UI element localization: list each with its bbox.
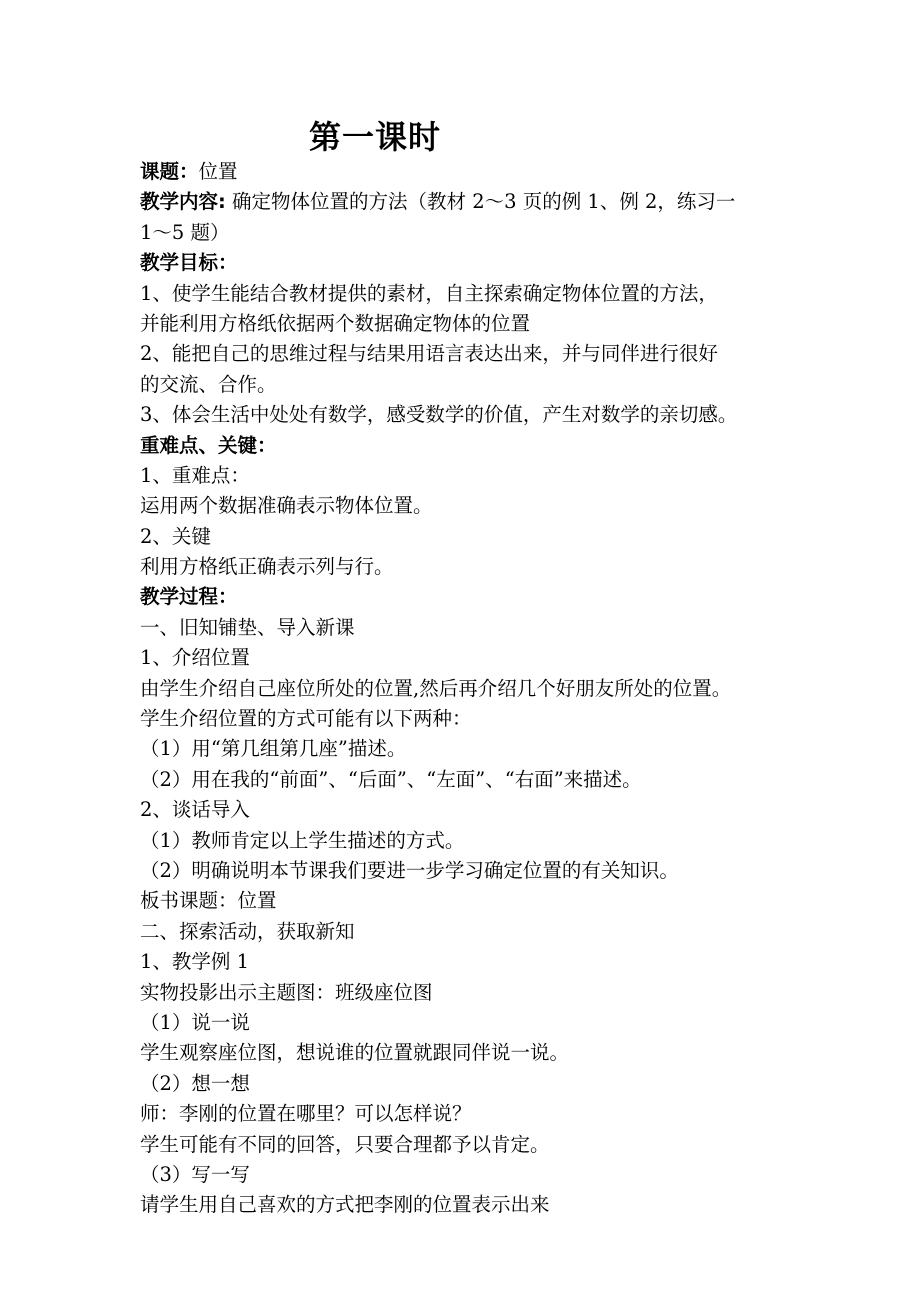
objective-line: 并能利用方格纸依据两个数据确定物体的位置 bbox=[140, 311, 531, 335]
process-line: （1）用“第几组第几座”描述。 bbox=[140, 737, 407, 761]
process-line: （2）用在我的“前面”、“后面”、“左面”、“右面”来描述。 bbox=[140, 767, 642, 791]
topic-value: 位置 bbox=[198, 160, 238, 183]
process-line: （2）明确说明本节课我们要进一步学习确定位置的有关知识。 bbox=[140, 858, 679, 882]
process-line: （3）写一写 bbox=[140, 1162, 250, 1186]
process-line: 2、谈话导入 bbox=[140, 798, 250, 822]
key-point-line: 1、重难点： bbox=[140, 463, 250, 487]
process-line: 板书课题：位置 bbox=[140, 889, 277, 913]
process-line: 师：李刚的位置在哪里？可以怎样说？ bbox=[140, 1102, 472, 1126]
process-line: 由学生介绍自己座位所处的位置,然后再介绍几个好朋友所处的位置。 bbox=[140, 676, 732, 700]
process-heading: 教学过程： bbox=[140, 585, 238, 609]
document-body bbox=[140, 157, 800, 1221]
key-points-heading: 重难点、关键： bbox=[140, 433, 277, 457]
content-value: 确定物体位置的方法（教材 2～3 页的例 1、例 2，练习一 bbox=[225, 190, 736, 214]
objective-line: 2、能把自己的思维过程与结果用语言表达出来，并与同伴进行很好 bbox=[140, 342, 718, 366]
content-line bbox=[140, 187, 800, 217]
objective-line: 3、体会生活中处处有数学，感受数学的价值，产生对数学的亲切感。 bbox=[140, 403, 738, 427]
objective-line: 1、使学生能结合教材提供的素材，自主探索确定物体位置的方法， bbox=[140, 281, 718, 305]
content-label: 教学内容: bbox=[140, 190, 226, 214]
key-point-line: 利用方格纸正确表示列与行。 bbox=[140, 555, 394, 579]
process-line: 1、介绍位置 bbox=[140, 646, 250, 670]
process-line: 学生观察座位图，想说谁的位置就跟同伴说一说。 bbox=[140, 1041, 570, 1065]
process-line: 实物投影出示主题图：班级座位图 bbox=[140, 980, 433, 1004]
process-line: 学生可能有不同的回答，只要合理都予以肯定。 bbox=[140, 1132, 550, 1156]
topic-label: 课题： bbox=[140, 160, 199, 183]
process-line: （2）想一想 bbox=[140, 1071, 250, 1095]
topic-line bbox=[140, 157, 800, 187]
content-line-continued: 1～5 题） bbox=[140, 220, 230, 244]
document-title: 第一课时 bbox=[308, 118, 441, 156]
process-line: 学生介绍位置的方式可能有以下两种： bbox=[140, 707, 472, 731]
process-line: 二、探索活动，获取新知 bbox=[140, 919, 355, 943]
key-point-line: 运用两个数据准确表示物体位置。 bbox=[140, 494, 433, 518]
process-line: （1）说一说 bbox=[140, 1010, 250, 1034]
process-line: 一、旧知铺垫、导入新课 bbox=[140, 615, 355, 639]
key-point-line: 2、关键 bbox=[140, 524, 211, 548]
process-line: （1）教师肯定以上学生描述的方式。 bbox=[140, 828, 465, 852]
process-line: 请学生用自己喜欢的方式把李刚的位置表示出来 bbox=[140, 1193, 550, 1217]
objective-line: 的交流、合作。 bbox=[140, 372, 277, 396]
process-line: 1、教学例 1 bbox=[140, 950, 250, 974]
objectives-heading: 教学目标： bbox=[140, 251, 238, 275]
